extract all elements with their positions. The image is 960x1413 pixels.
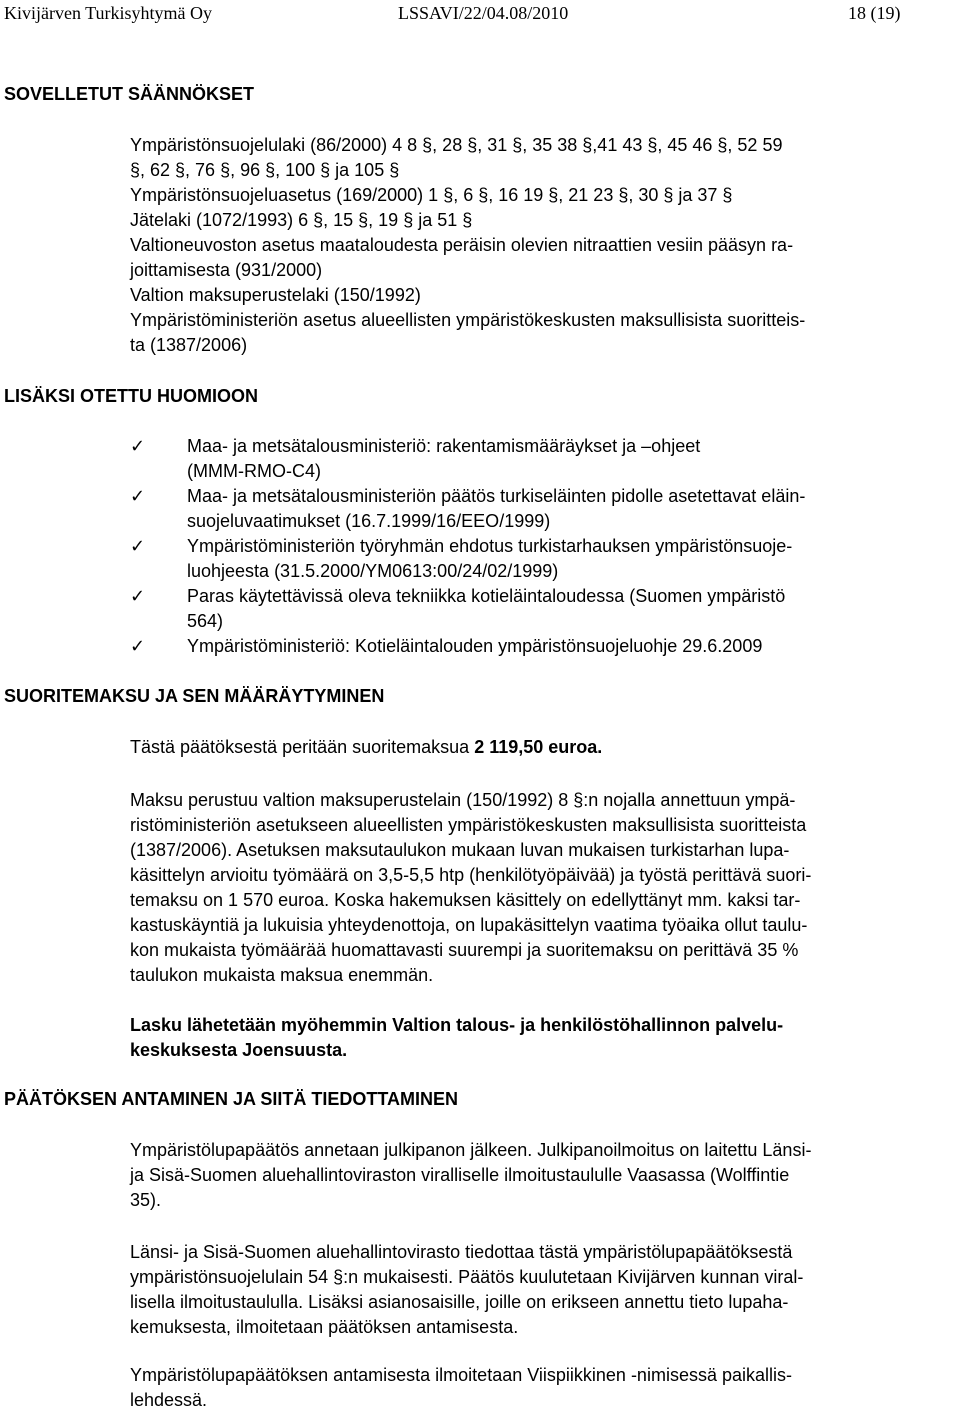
- newspaper-paragraph: Ympäristölupapäätöksen antamisesta ilmoitetaan Viispiikkinen -nimisessä paikallis- lehdessä.: [130, 1365, 792, 1410]
- fee-basis-paragraph: Maksu perustuu valtion maksuperustelain (150/1992) 8 §:n nojalla annettuun ympä- ristöministeriön asetukseen alueellisten ympäristökeskusten maksullisista suoritteista (1387/2006). Asetuksen maksutaulukon mukaan luvan mukaisen turkistarhan lupa- käsittelyn arvioitu työmäärä on 3,5-5,5 htp (henkilötyöpäivää) ja työstä perittävä suori- temaksu on 1 570 euroa. Koska hakemuksen käsittely on edellyttänyt mm. kaksi tar- kastuskäyntiä ja lukuisia yhteydenottoja, on lupakäsittelyn vaatima työaika ollut taulu- kon mukaista työmäärää huomattavasti suurempi ja suoritemaksu on perittävä 35 % taulukon mukaista maksua enemmän.: [130, 790, 812, 985]
- notification-paragraph: Länsi- ja Sisä-Suomen aluehallintovirasto tiedottaa tästä ympäristölupapäätöksestä ympäristönsuojelulain 54 §:n mukaisesti. Päätös kuulutetaan Kivijärven kunnan viral- lisella ilmoitustaululla. Lisäksi asianosaisille, joille on erikseen annettu tieto lupaha- kemuksesta, ilmoitetaan päätöksen antamisesta.: [130, 1242, 804, 1337]
- company-name: Kivijärven Turkisyhtymä Oy: [4, 3, 213, 23]
- regulation-line: Ympäristönsuojelulaki (86/2000) 4 8 §, 28 §, 31 §, 35 38 §,41 43 §, 45 46 §, 52 59: [130, 135, 783, 155]
- regulation-line: ta (1387/2006): [130, 335, 248, 355]
- checklist-item: ✓ Maa- ja metsätalousministeriön päätös turkiseläinten pidolle asetettavat eläin- suojeluvaatimukset (16.7.1999/16/EEO/1999): [130, 486, 806, 531]
- publication-paragraph: Ympäristölupapäätös annetaan julkipanon jälkeen. Julkipanoilmoitus on laitettu Länsi- ja Sisä-Suomen aluehallintoviraston viralliselle ilmoitustaululle Vaasassa (Wolffintie 35).: [130, 1140, 812, 1210]
- regulation-line: §, 62 §, 76 §, 96 §, 100 § ja 105 §: [130, 160, 400, 180]
- invoice-note: Lasku lähetetään myöhemmin Valtion talous- ja henkilöstöhallinnon palvelu- keskuksesta Joensuusta.: [130, 1015, 784, 1060]
- regulation-line: joittamisesta (931/2000): [130, 260, 323, 280]
- reference-number: LSSAVI/22/04.08/2010: [398, 3, 569, 23]
- regulation-line: Ympäristöministeriön asetus alueellisten ympäristökeskusten maksullisista suoritteis-: [130, 310, 806, 330]
- regulations-list: [130, 133, 805, 358]
- page-header: [0, 0, 960, 30]
- heading-sovelletut: SOVELLETUT SÄÄNNÖKSET: [4, 84, 255, 104]
- checkmark-icon: ✓: [130, 436, 146, 457]
- fee-amount: 2 119,50 euroa.: [474, 737, 603, 757]
- heading-suoritemaksu: SUORITEMAKSU JA SEN MÄÄRÄYTYMINEN: [4, 686, 385, 706]
- regulation-line: Valtioneuvoston asetus maataloudesta peräisin olevien nitraattien vesiin pääsyn ra-: [130, 235, 794, 255]
- page-number: 18 (19): [848, 3, 901, 23]
- checkmark-icon: ✓: [130, 636, 146, 657]
- checklist-item: ✓ Paras käytettävissä oleva tekniikka kotieläintaloudessa (Suomen ympäristö 564): [130, 586, 786, 631]
- fee-statement: Tästä päätöksestä peritään suoritemaksua 2 119,50 euroa.: [130, 737, 603, 757]
- heading-lisaksi: LISÄKSI OTETTU HUOMIOON: [4, 386, 258, 406]
- regulation-line: Jätelaki (1072/1993) 6 §, 15 §, 19 § ja 51 §: [130, 210, 473, 230]
- regulation-line: Valtion maksuperustelaki (150/1992): [130, 285, 421, 305]
- checklist-item: ✓ Maa- ja metsätalousministeriö: rakentamismääräykset ja –ohjeet (MMM-RMO-C4): [130, 436, 701, 481]
- checkmark-icon: ✓: [130, 536, 146, 557]
- checklist-item: ✓ Ympäristöministeriö: Kotieläintalouden ympäristönsuojeluohje 29.6.2009: [130, 636, 763, 657]
- regulation-line: Ympäristönsuojeluasetus (169/2000) 1 §, 6 §, 16 19 §, 21 23 §, 30 § ja 37 §: [130, 185, 733, 205]
- checkmark-icon: ✓: [130, 486, 146, 507]
- checklist-item: ✓ Ympäristöministeriön työryhmän ehdotus turkistarhauksen ympäristönsuoje- luohjeesta (31.5.2000/YM0613:00/24/02/1999): [130, 536, 793, 581]
- checkmark-icon: ✓: [130, 586, 146, 607]
- considered-checklist: [130, 434, 930, 659]
- heading-antaminen: PÄÄTÖKSEN ANTAMINEN JA SIITÄ TIEDOTTAMINEN: [4, 1089, 458, 1109]
